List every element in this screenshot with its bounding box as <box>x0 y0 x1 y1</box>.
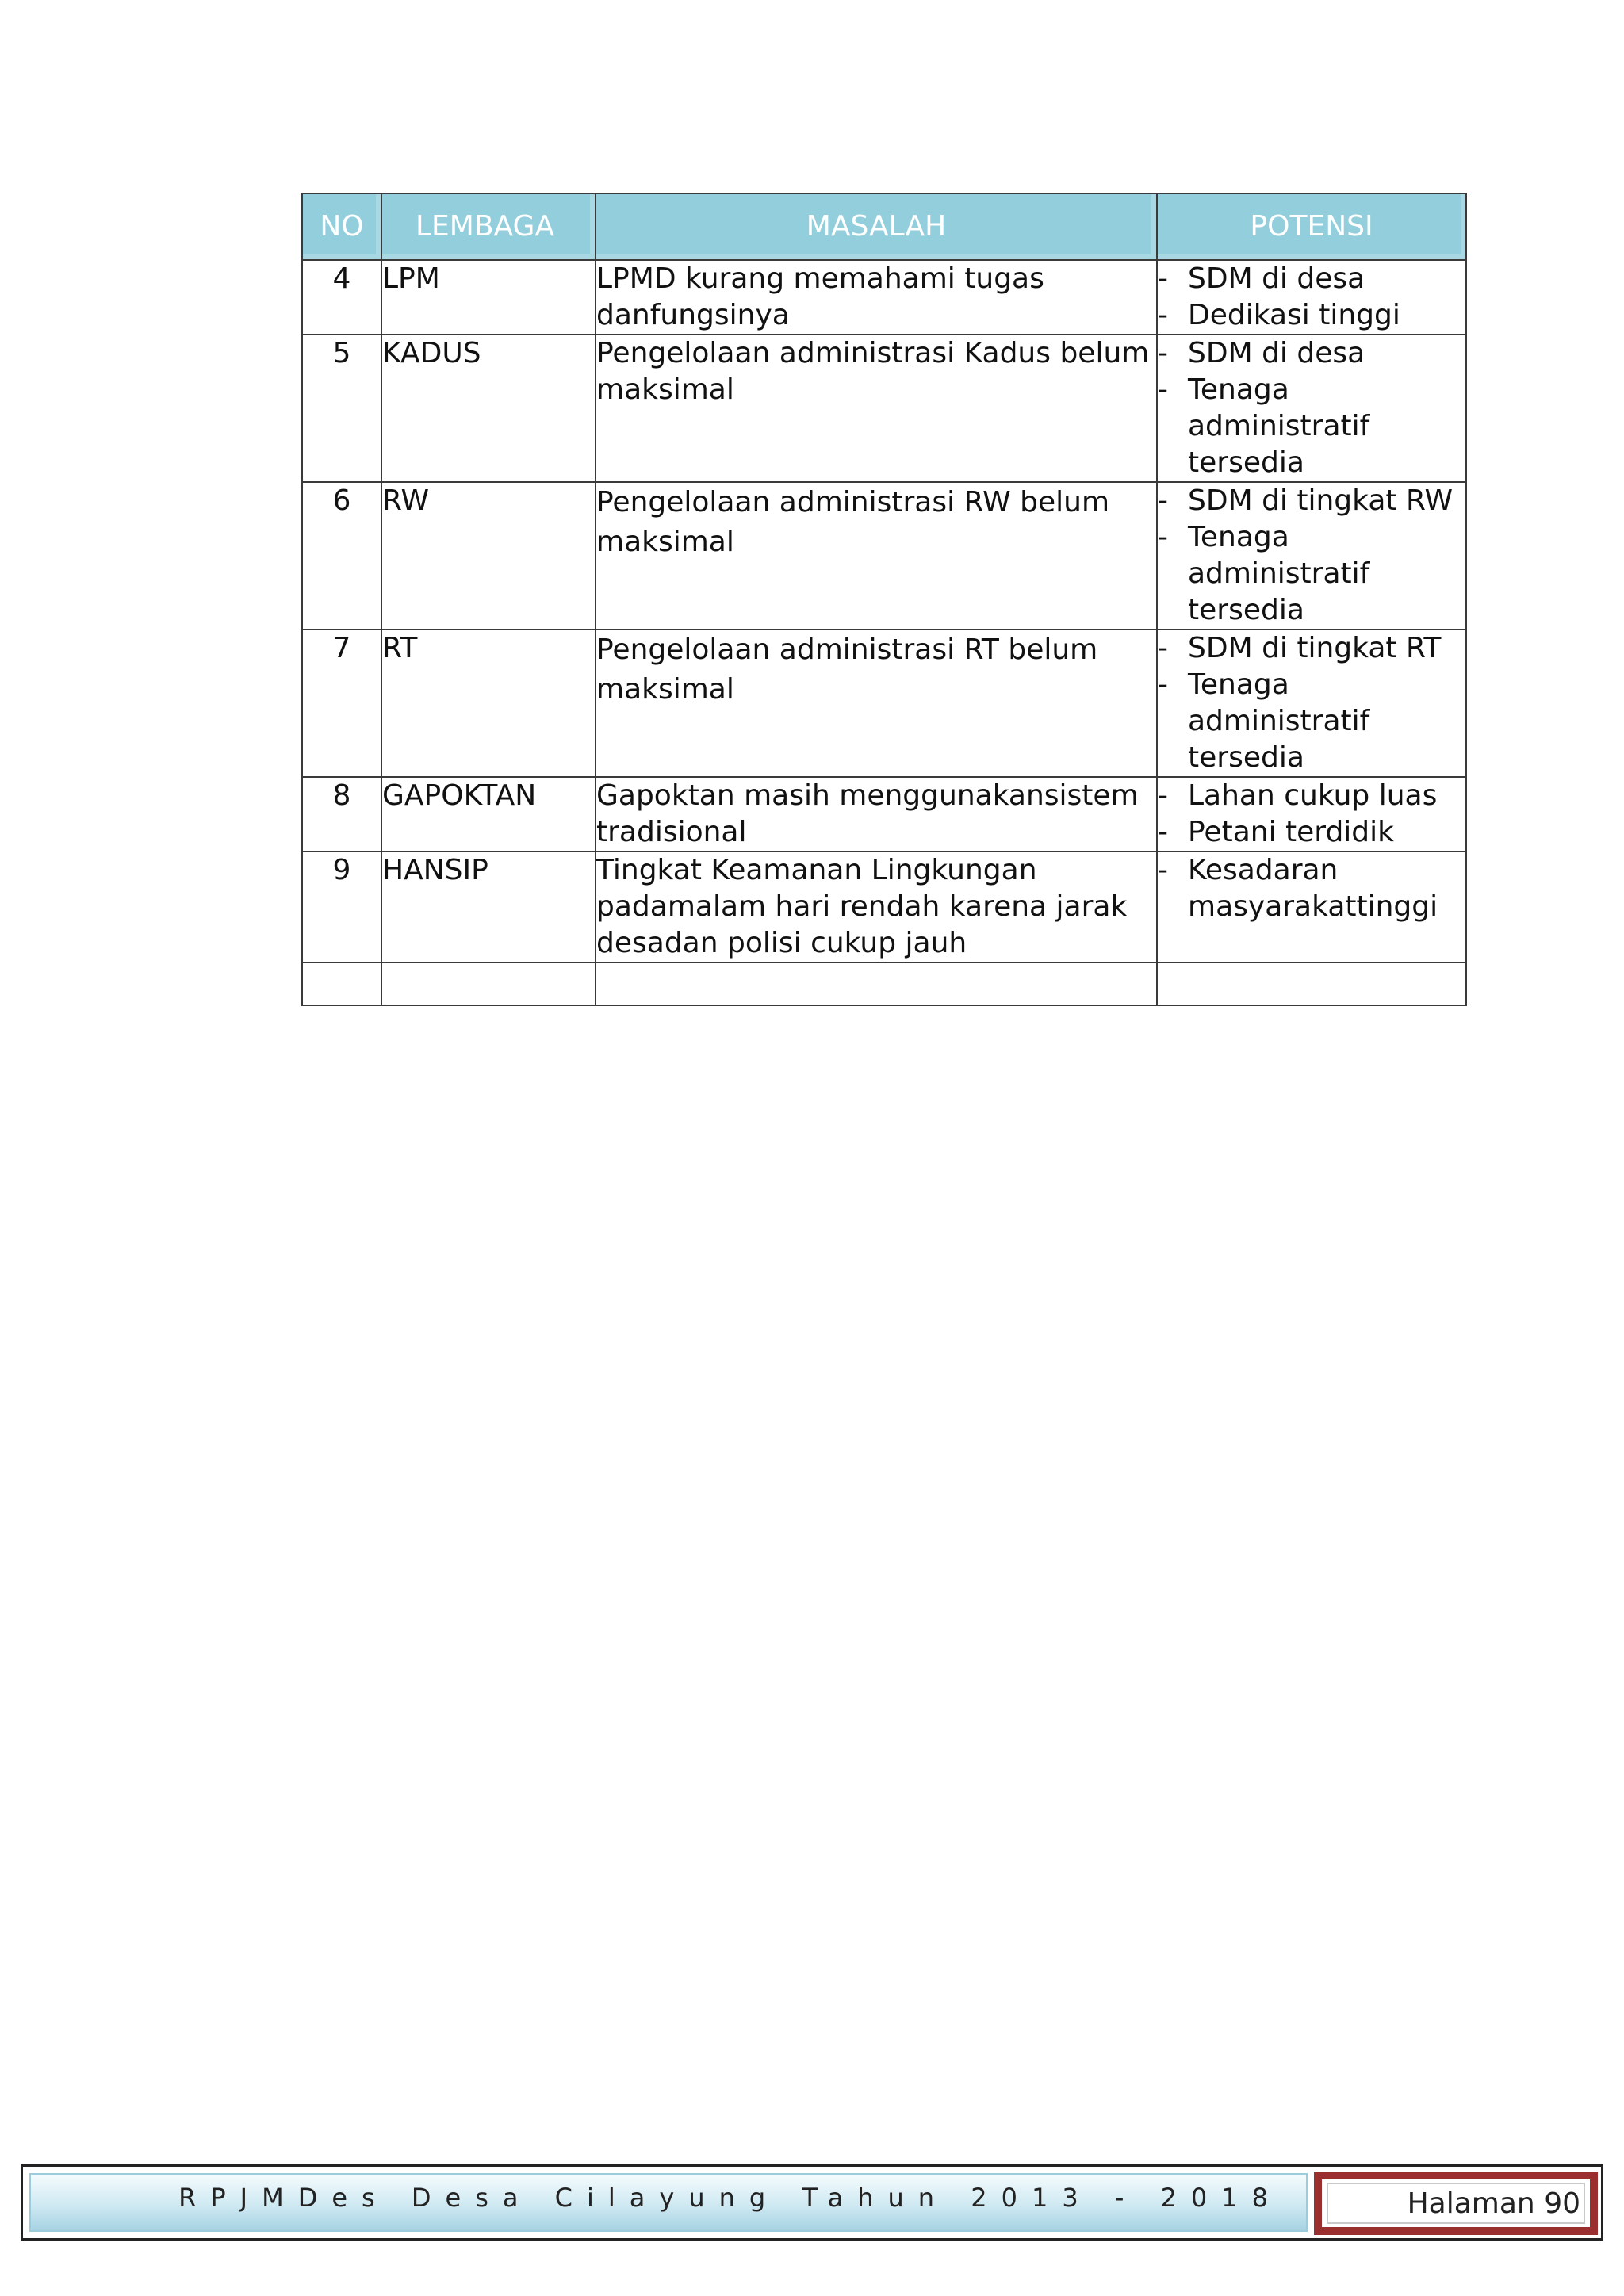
masalah-line: Pengelolaan administrasi RW belum <box>596 486 1110 519</box>
empty-cell <box>381 962 596 1005</box>
row-lembaga: RT <box>381 629 596 777</box>
potensi-item: - Dedikasi tinggi <box>1158 299 1400 331</box>
masalah-line: tradisional <box>596 816 747 848</box>
table-row <box>302 335 1466 482</box>
row-potensi <box>1157 260 1466 335</box>
table-row-empty <box>302 962 1466 1005</box>
row-no: 8 <box>302 777 381 851</box>
row-no: 7 <box>302 629 381 777</box>
row-no: 9 <box>302 851 381 962</box>
row-potensi <box>1157 851 1466 962</box>
potensi-item: - Kesadaran masyarakattinggi <box>1158 854 1438 923</box>
table-header-row <box>302 193 1466 260</box>
masalah-line: Tingkat Keamanan Lingkungan <box>596 854 1037 886</box>
footer-title-band <box>29 2173 1308 2232</box>
row-lembaga: GAPOKTAN <box>381 777 596 851</box>
table-row <box>302 482 1466 629</box>
potensi-item: - Tenaga administratif tersedia <box>1158 521 1370 626</box>
potensi-item: - SDM di desa <box>1158 337 1365 369</box>
masalah-line: maksimal <box>596 673 734 706</box>
masalah-line: desadan polisi cukup jauh <box>596 927 967 959</box>
masalah-line: Pengelolaan administrasi Kadus belum <box>596 337 1150 369</box>
header-lembaga: LEMBAGA <box>381 193 596 260</box>
empty-cell <box>302 962 381 1005</box>
row-potensi <box>1157 482 1466 629</box>
table-body <box>302 260 1466 1005</box>
row-lembaga: KADUS <box>381 335 596 482</box>
row-masalah <box>596 629 1157 777</box>
masalah-line: maksimal <box>596 526 734 558</box>
row-potensi <box>1157 777 1466 851</box>
row-potensi <box>1157 629 1466 777</box>
row-no: 4 <box>302 260 381 335</box>
potensi-item: - SDM di desa <box>1158 262 1365 295</box>
row-potensi <box>1157 335 1466 482</box>
masalah-line: LPMD kurang memahami tugas <box>596 262 1044 295</box>
footer-title: RPJMDes Desa Cilayung Tahun 2013 - 2018 <box>178 2183 1282 2213</box>
row-no: 5 <box>302 335 381 482</box>
row-masalah <box>596 777 1157 851</box>
table-row <box>302 851 1466 962</box>
header-no: NO <box>302 193 381 260</box>
row-masalah <box>596 260 1157 335</box>
table-row <box>302 777 1466 851</box>
potensi-item: - Tenaga administratif tersedia <box>1158 373 1370 479</box>
issues-table-container <box>301 193 1465 1006</box>
potensi-item: - SDM di tingkat RT <box>1158 632 1442 664</box>
header-potensi: POTENSI <box>1157 193 1466 260</box>
masalah-line: Pengelolaan administrasi RT belum <box>596 633 1098 666</box>
potensi-item: - Tenaga administratif tersedia <box>1158 668 1370 774</box>
header-masalah: MASALAH <box>596 193 1157 260</box>
potensi-item: - SDM di tingkat RW <box>1158 484 1454 517</box>
row-lembaga: HANSIP <box>381 851 596 962</box>
masalah-line: Gapoktan masih menggunakansistem <box>596 779 1139 812</box>
row-lembaga: LPM <box>381 260 596 335</box>
empty-cell <box>1157 962 1466 1005</box>
table-row <box>302 629 1466 777</box>
table-row <box>302 260 1466 335</box>
page-number-box <box>1314 2172 1598 2235</box>
masalah-line: maksimal <box>596 373 734 406</box>
row-no: 6 <box>302 482 381 629</box>
issues-table <box>301 193 1467 1006</box>
page-footer <box>21 2164 1603 2241</box>
page-number: Halaman 90 <box>1327 2183 1585 2224</box>
row-masalah <box>596 482 1157 629</box>
masalah-line: padamalam hari rendah karena jarak <box>596 890 1128 923</box>
row-lembaga: RW <box>381 482 596 629</box>
masalah-line: danfungsinya <box>596 299 790 331</box>
row-masalah <box>596 335 1157 482</box>
potensi-item: - Lahan cukup luas <box>1158 779 1438 812</box>
potensi-item: - Petani terdidik <box>1158 816 1394 848</box>
empty-cell <box>596 962 1157 1005</box>
row-masalah <box>596 851 1157 962</box>
